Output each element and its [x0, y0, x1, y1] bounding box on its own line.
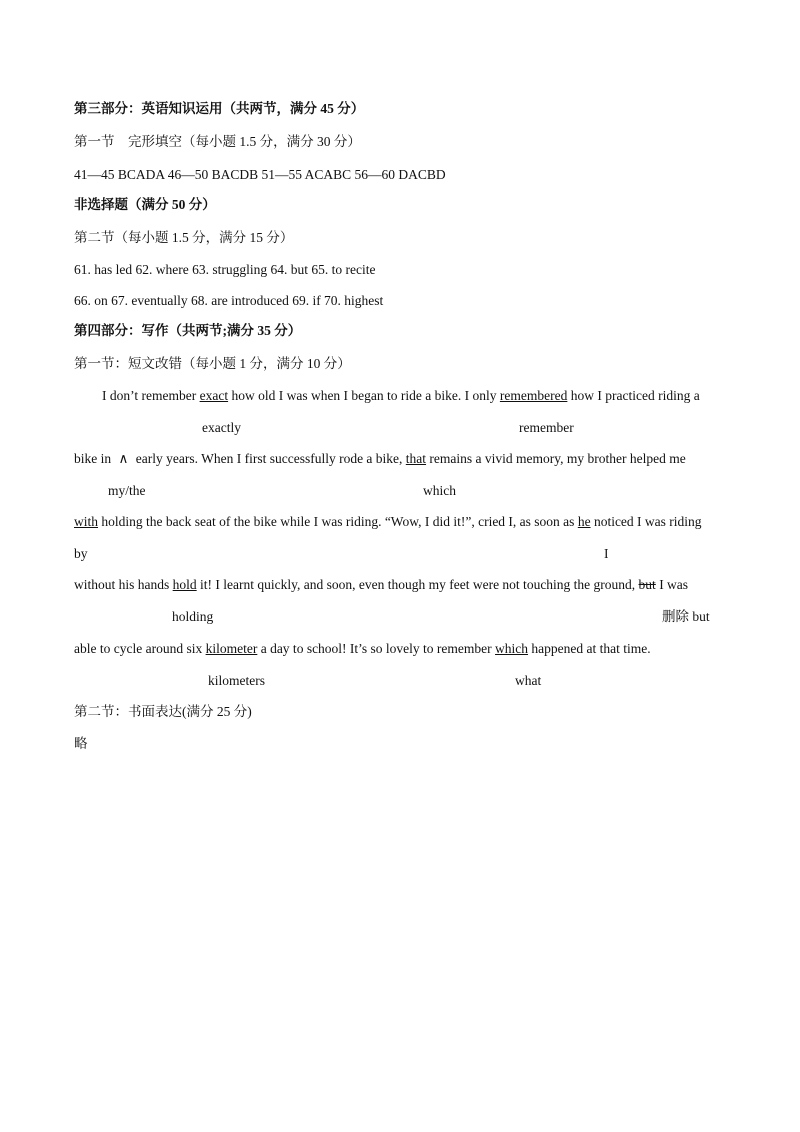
part3-section2-answers-line1: 61. has led 62. where 63. struggling 64. but 65. to recite	[74, 262, 376, 277]
passage-line-1: I don’t remember exact how old I was when I began to ride a bike. I only remembered how I practiced riding a	[102, 388, 700, 403]
error-exact: exact	[199, 388, 229, 403]
correction-what: what	[515, 673, 542, 688]
correction-which: which	[423, 483, 456, 498]
correction-i: I	[604, 546, 609, 561]
error-kilometer: kilometer	[205, 641, 258, 656]
insert-caret: ∧	[118, 451, 129, 466]
part4-section2-answer: 略	[74, 736, 88, 751]
correction-holding: holding	[172, 609, 214, 624]
error-hold: hold	[172, 577, 197, 592]
nonchoice-title: 非选择题（满分 50 分）	[74, 197, 216, 212]
part4-section1-title: 第一节：短文改错（每小题 1 分，满分 10 分）	[74, 356, 351, 371]
part3-section1-answers: 41—45 BCADA 46—50 BACDB 51—55 ACABC 56—60 DACBD	[74, 167, 446, 182]
error-that: that	[405, 451, 427, 466]
correction-delete-but: 删除 but	[662, 609, 710, 624]
correction-by: by	[74, 546, 88, 561]
error-but: but	[638, 577, 656, 592]
part4-section2-title: 第二节：书面表达(满分 25 分)	[74, 704, 252, 719]
error-which: which	[495, 641, 529, 656]
passage-line-4: without his hands hold it! I learnt quickly, and soon, even though my feet were not touching the ground, but I was	[74, 577, 689, 592]
correction-my-the: my/the	[108, 483, 146, 498]
error-he: he	[577, 514, 591, 529]
error-remembered: remembered	[499, 388, 568, 403]
correction-kilometers: kilometers	[208, 673, 265, 688]
correction-remember: remember	[519, 420, 574, 435]
part3-section2-title: 第二节（每小题 1.5 分，满分 15 分）	[74, 230, 294, 245]
part3-section2-answers-line2: 66. on 67. eventually 68. are introduced 69. if 70. highest	[74, 293, 384, 308]
correction-exactly: exactly	[202, 420, 241, 435]
error-with: with	[74, 514, 99, 529]
part3-title: 第三部分：英语知识运用（共两节，满分 45 分）	[74, 101, 365, 116]
passage-line-5: able to cycle around six kilometer a day to school! It’s so lovely to remember which happened at that time.	[74, 641, 651, 656]
part3-section1-title: 第一节 完形填空（每小题 1.5 分，满分 30 分）	[74, 134, 361, 149]
passage-line-3: with holding the back seat of the bike while I was riding. “Wow, I did it!”, cried I, as soon as he noticed I was riding	[74, 514, 702, 529]
passage-line-2: bike in ∧ early years. When I first successfully rode a bike, that remains a vivid memory, my brother helped me	[74, 451, 686, 466]
part4-title: 第四部分：写作（共两节;满分 35 分）	[74, 323, 302, 338]
